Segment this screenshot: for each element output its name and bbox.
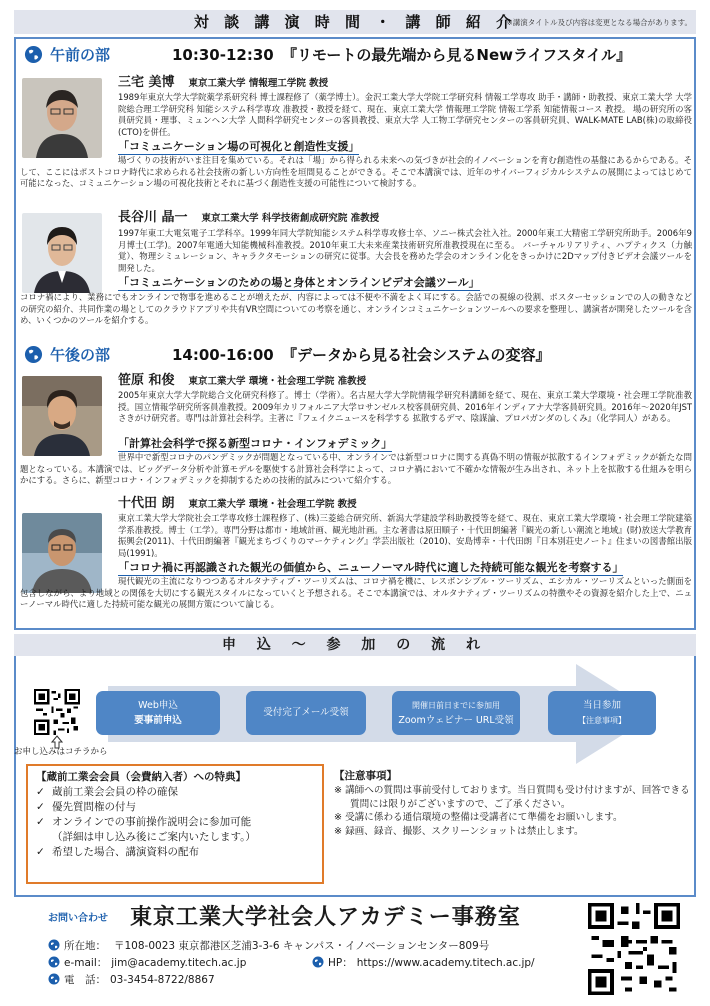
morning-session-header xyxy=(20,44,690,66)
speaker-name-line xyxy=(118,496,357,513)
talk-description: 世界中で新型コロナのパンデミックが問題となっている中、オンラインでは新型コロナに関する真偽不明の情報が拡散するインフォデミックが新たな問題となっている。本講演では、ビッグデータ分析や計算モデルを駆使する計算社会科学によって、コロナ禍において不確かな情報が生み出され、ネット上を拡散する仕組みを明らかにする。さらに、新型コロナ・インフォデミックを抑制するための技術的試みについて紹介する。 xyxy=(20,452,692,485)
speaker-affiliation: 東京工業大学 環境・社会理工学院 教授 xyxy=(188,499,357,510)
benefits-title: 【蔵前工業会会員（会費納入者）への特典】 xyxy=(36,771,246,783)
globe-icon xyxy=(48,939,60,951)
speaker-bio: 1997年東工大電気電子工学科卒。1999年同大学院知能システム科学専攻修士卒、ソニー株式会社入社。2000年東工大精密工学研究所助手。2006年9月博士(工学)。2007年電通大知能機械科准教授。2010年東工大未来産業技術研究所准教授現在に至る。 バーチャルリアリティ、ハプティクス（力触覚）、物理シミュレーション、キャラクタモーションの研究に従事。大会長を務めた学会のオンライン化をきっかけに2Dマップ付きビデオ会議ツールを開発した。 xyxy=(118,228,692,273)
section-header xyxy=(14,10,696,34)
talk-description: 現代観光の主流になりつつあるオルタナティブ・ツーリズムは、コロナ禍を機に、レスポンシブル・ツーリズム、エシカル・ツーリズムといった側面を包含しながら、より地域との関係を大切にする観光スタイルになっていくと予想される。そこで本講演では、オルタナティブ・ツーリズムの特徴やその資源を紹介した上で、ニューノーマル時代に適した持続可能な観光の展開方策について論じる。 xyxy=(20,576,692,609)
section-title: 対 談 講 演 時 間 ・ 講 師 紹 介 xyxy=(193,13,517,31)
globe-icon xyxy=(24,345,43,364)
benefit-item: ✓ 希望した場合、講演資料の配布 xyxy=(36,846,199,858)
speaker-affiliation: 東京工業大学 科学技術創成研究院 准教授 xyxy=(201,213,380,224)
morning-title: 『リモートの最先端から見るNewライフスタイル』 xyxy=(282,46,632,64)
morning-label: 午前の部 xyxy=(50,46,111,64)
talk-title: 「コミュニケーションのための場と身体とオンラインビデオ会議ツール」 xyxy=(118,276,480,289)
flow-step-web-apply: Web申込 要事前申込 xyxy=(96,691,220,735)
qr-caption: お申し込みはコチラから xyxy=(14,747,108,757)
check-icon: ✓ xyxy=(36,846,45,858)
talk-title: 「コロナ禍に再認識された観光の価値から、ニューノーマル時代に適した持続可能な観光を考察する」 xyxy=(118,561,624,574)
contact-phone: 電 話： 03-3454-8722/8867 xyxy=(48,973,215,987)
flow-header xyxy=(14,634,696,656)
speaker-name: 笹原 和俊 xyxy=(118,373,175,388)
speaker-photo-hasegawa xyxy=(22,213,102,293)
speaker-bio: 東京工業大学大学院社会工学専攻修士課程修了、(株)三菱総合研究所、新潟大学建設学科助教授等を経て、現在、東京工業大学環境・社会理工学院建築学系准教授。博士（工学）。専門分野は都市・地域計画、観光地計画。主な著書は原田順子・十代田朗編著『観光の新しい潮流と地域』(財)放送大学教育振興会(2011)、十代田朗編著『観光まちづくりのマーケティング』学芸出版社（2010)、安島博幸・十代田朗『日本別荘史ノート』住まいの図書館出版局(1991)。 xyxy=(118,513,692,558)
speaker-name-line xyxy=(118,75,328,92)
website-link[interactable]: https://www.academy.titech.ac.jp/ xyxy=(356,957,535,969)
speaker-name-line xyxy=(118,210,379,227)
member-benefits-box xyxy=(26,764,324,884)
speaker-name: 十代田 朗 xyxy=(118,496,175,511)
notice-item: ※ 録画、録音、撮影、スクリーンショットは禁止します。 xyxy=(334,825,584,837)
speaker-name-line xyxy=(118,373,366,390)
talk-title: 「計算社会科学で探る新型コロナ・インフォデミック」 xyxy=(118,437,393,450)
notice-item: ※ 受講に係わる通信環境の整備は受講者にて準備をお願いします。 xyxy=(334,812,623,823)
contact-label: お問い合わせ xyxy=(48,913,108,924)
benefit-item: ✓ オンラインでの事前操作説明会に参加可能 （詳細は申し込み後にご案内いたします。） xyxy=(36,816,256,843)
email-link[interactable]: jim@academy.titech.ac.jp xyxy=(111,957,247,969)
application-qr-code[interactable] xyxy=(34,689,80,735)
speaker-name: 長谷川 晶一 xyxy=(118,210,188,225)
speaker-photo-miyake xyxy=(22,78,102,158)
benefit-item: ✓ 優先質問権の付与 xyxy=(36,801,136,813)
speaker-bio: 2005年東京大学大学院総合文化研究科修了。博士（学術）。名古屋大学大学院情報学研究科講師を経て、現在、東京工業大学環境・社会理工学院准教授。国立情報学研究所客員准教授。2009年カリフォルニア大学ロサンゼルス校客員研究員、2016年インディアナ大学客員研究員。2016年～2020年JSTさきがけ研究者。専門は計算社会科学。主著に『フェイクニュースを科学する 拡散するデマ、陰謀論、プロパガンダのしくみ』（化学同人）がある。 xyxy=(118,390,692,423)
morning-time: 10:30-12:30 xyxy=(172,46,274,64)
flow-step-zoom-url: 開催日前日までに参加用 Zoomウェビナー URL受領 xyxy=(392,691,520,735)
check-icon: ✓ xyxy=(36,801,45,813)
afternoon-time: 14:00-16:00 xyxy=(172,346,274,364)
contact-address: 所在地： 〒108-0023 東京都港区芝浦3-3-6 キャンパス・イノベーションセンター809号 xyxy=(48,939,489,953)
speaker-name: 三宅 美博 xyxy=(118,75,175,90)
talk-description: 場づくりの技術がいま注目を集めている。それは「場」から得られる未来への気づきが社会的イノベーションを育む創造性の基盤にあるからである。そして、ここにはポストコロナ時代に求められる社会技術の新しい方向性を垣間見ることができる。そこで本講演では、近年のサイバーフィジカルシステムの展開によってはじめて可能になった、コミュニケーション場の可視化技術とそれに基づく創造性支援の可能性について検討する。 xyxy=(20,155,692,188)
speaker-bio: 1989年東京大学大学院薬学系研究科 博士課程修了（薬学博士）。金沢工業大学大学院工学研究科 情報工学専攻 助手・講師・助教授、東京工業大学 大学院総合理工学研究科 知能システム科学専攻 准教授・教授を経て、現在、東京工業大学 情報理工学院 情報工学系 知能情報コース 教授。 場の研究所の客員研究員・理事、ミュンヘン大学 人間科学研究センターの客員教授、東京大学 人工物工学研究センターの客員研究員、WALK-MATE LAB(株)の取締役(CTO)を併任。 xyxy=(118,92,692,137)
afternoon-title: 『データから見る社会システムの変容』 xyxy=(282,346,551,364)
notice-section xyxy=(330,768,692,838)
speaker-affiliation: 東京工業大学 情報理工学院 教授 xyxy=(188,78,329,89)
flow-step-attend: 当日参加 【注意事項】 xyxy=(548,691,656,735)
change-note: ※講演タイトル及び内容は変更となる場合があります。 xyxy=(506,18,692,27)
globe-icon xyxy=(48,973,60,985)
speaker-affiliation: 東京工業大学 環境・社会理工学院 准教授 xyxy=(188,376,367,387)
afternoon-session-header xyxy=(20,344,690,366)
check-icon: ✓ xyxy=(36,786,45,798)
globe-icon xyxy=(48,956,60,968)
contact-email: e-mail： jim@academy.titech.ac.jp xyxy=(48,956,246,970)
speaker-photo-sasahara xyxy=(22,376,102,456)
contact-hp: HP： https://www.academy.titech.ac.jp/ xyxy=(312,956,535,970)
contact-organization: 東京工業大学社会人アカデミー事務室 xyxy=(130,905,521,930)
afternoon-label: 午後の部 xyxy=(50,346,111,364)
talk-description: コロナ禍により、業務にでもオンラインで物事を進めることが増えたが、内容によっては不便や不満をよく耳にする。会話での視線の役割、ポスターセッションでの人の動きなどの研究の紹介、共同作業の場としてのクラウドアプリや共有VR空間についての考察を通じ、オンラインコミュニケーションツールへの要求を整理し、講演者が開発したツールを含め、いくつかのツールを紹介する。 xyxy=(20,292,692,325)
flow-title: 申 込 ～ 参 加 の 流 れ xyxy=(221,637,489,653)
globe-icon xyxy=(24,45,43,64)
notice-title: 【注意事項】 xyxy=(334,770,397,782)
check-icon: ✓ xyxy=(36,816,45,828)
talk-title: 「コミュニケーション場の可視化と創造性支援」 xyxy=(118,140,360,153)
benefit-item: ✓ 蔵前工業会会員の枠の確保 xyxy=(36,786,178,798)
flow-step-confirmation-mail: 受付完了メール受領 xyxy=(246,691,366,735)
notice-item: ※ 講師への質問は事前受付しております。当日質問も受け付けますが、回答できる質問には限りがございますので、ご了承ください。 xyxy=(334,785,690,810)
website-qr-code[interactable] xyxy=(588,903,680,995)
globe-icon xyxy=(312,956,324,968)
